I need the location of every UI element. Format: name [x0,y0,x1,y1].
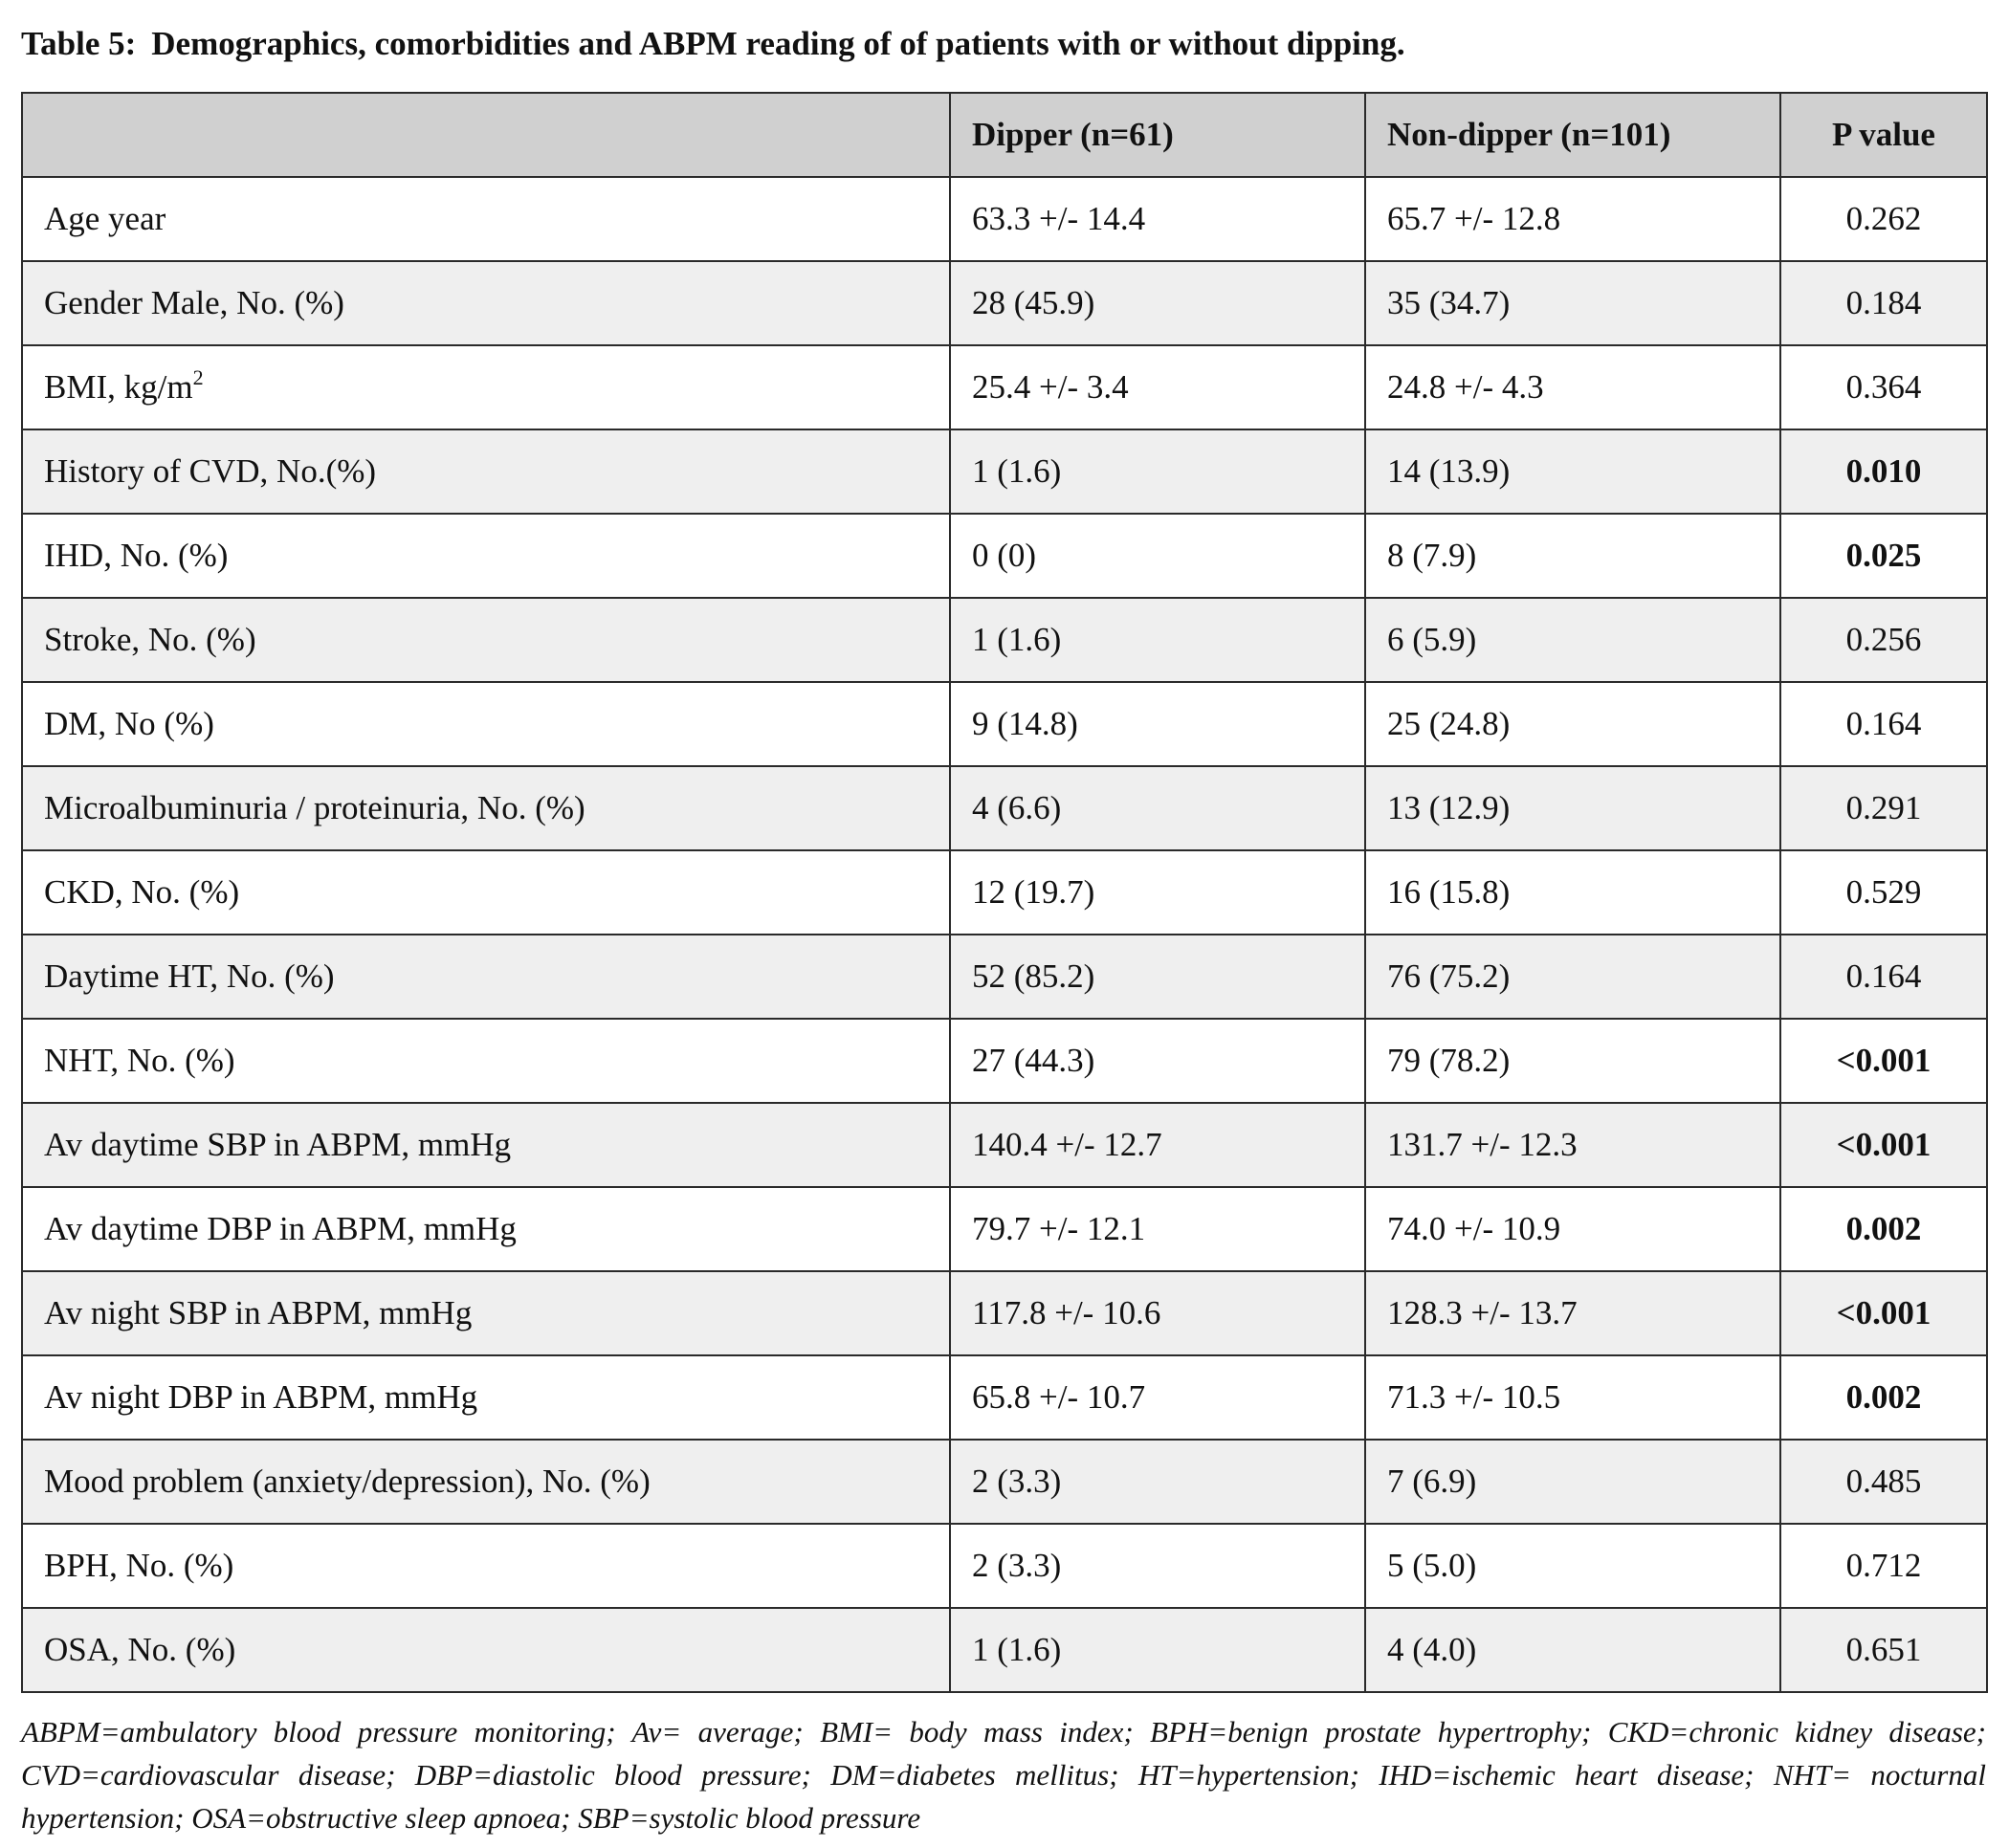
table-row [22,1271,1987,1355]
row-label [22,1608,950,1692]
row-label [22,1019,950,1103]
table-row [22,1440,1987,1524]
non-dipper-value: 25 (24.8) [1365,682,1780,766]
row-label [22,850,950,935]
dipper-value: 12 (19.7) [950,850,1365,935]
row-label-text: Daytime HT, No. (%) [44,957,335,995]
p-value: 0.529 [1780,850,1987,935]
table-caption [21,25,1405,63]
row-label-text: Mood problem (anxiety/depression), No. (%) [44,1463,651,1500]
table-row [22,177,1987,261]
row-label-text: CKD, No. (%) [44,873,240,911]
header-non-dipper: Non-dipper (n=101) [1365,93,1780,177]
dipper-value: 28 (45.9) [950,261,1365,345]
p-value: <0.001 [1780,1103,1987,1187]
row-label [22,766,950,850]
dipper-value: 25.4 +/- 3.4 [950,345,1365,429]
header-dipper: Dipper (n=61) [950,93,1365,177]
dipper-value: 52 (85.2) [950,935,1365,1019]
table-row [22,429,1987,514]
dipper-value: 9 (14.8) [950,682,1365,766]
p-value: 0.010 [1780,429,1987,514]
row-label-text: OSA, No. (%) [44,1631,236,1668]
non-dipper-value: 131.7 +/- 12.3 [1365,1103,1780,1187]
header-p-value: P value [1780,93,1987,177]
row-label [22,429,950,514]
row-label-text: Gender Male, No. (%) [44,284,344,321]
row-label-text: NHT, No. (%) [44,1042,235,1079]
table-row [22,345,1987,429]
p-value: 0.262 [1780,177,1987,261]
p-value: 0.002 [1780,1355,1987,1440]
table-header-row [22,93,1987,177]
p-value: 0.025 [1780,514,1987,598]
row-label [22,598,950,682]
table-row [22,1355,1987,1440]
table-body [22,177,1987,1692]
table-row [22,935,1987,1019]
table-row [22,1103,1987,1187]
p-value: 0.256 [1780,598,1987,682]
p-value: 0.651 [1780,1608,1987,1692]
non-dipper-value: 5 (5.0) [1365,1524,1780,1608]
p-value: 0.164 [1780,935,1987,1019]
table-caption-label: Table 5: [21,25,137,62]
dipper-value: 2 (3.3) [950,1440,1365,1524]
row-label-text: History of CVD, No.(%) [44,452,377,490]
non-dipper-value: 14 (13.9) [1365,429,1780,514]
p-value: 0.002 [1780,1187,1987,1271]
table-row [22,261,1987,345]
row-label [22,177,950,261]
p-value: 0.164 [1780,682,1987,766]
dipper-value: 27 (44.3) [950,1019,1365,1103]
row-label [22,1271,950,1355]
dipper-value: 2 (3.3) [950,1524,1365,1608]
table-row [22,1019,1987,1103]
dipper-value: 65.8 +/- 10.7 [950,1355,1365,1440]
table-row [22,682,1987,766]
row-label-text: IHD, No. (%) [44,537,229,574]
row-label-text: DM, No (%) [44,705,214,742]
non-dipper-value: 128.3 +/- 13.7 [1365,1271,1780,1355]
row-label-text: Age year [44,200,166,237]
p-value: 0.364 [1780,345,1987,429]
dipper-value: 79.7 +/- 12.1 [950,1187,1365,1271]
non-dipper-value: 16 (15.8) [1365,850,1780,935]
row-label [22,345,950,429]
non-dipper-value: 7 (6.9) [1365,1440,1780,1524]
row-label [22,1103,950,1187]
p-value: 0.485 [1780,1440,1987,1524]
row-label [22,1187,950,1271]
non-dipper-value: 24.8 +/- 4.3 [1365,345,1780,429]
table-row [22,514,1987,598]
dipper-value: 0 (0) [950,514,1365,598]
table-row [22,1608,1987,1692]
p-value: <0.001 [1780,1019,1987,1103]
table-row [22,766,1987,850]
row-label-text: BMI, kg/m [44,368,193,406]
row-label-text: Microalbuminuria / proteinuria, No. (%) [44,789,585,826]
row-label [22,1440,950,1524]
demographics-table [21,92,1988,1693]
table-row [22,598,1987,682]
row-label [22,935,950,1019]
header-empty-cell [22,93,950,177]
non-dipper-value: 74.0 +/- 10.9 [1365,1187,1780,1271]
non-dipper-value: 4 (4.0) [1365,1608,1780,1692]
dipper-value: 63.3 +/- 14.4 [950,177,1365,261]
row-label-text: BPH, No. (%) [44,1547,234,1584]
non-dipper-value: 35 (34.7) [1365,261,1780,345]
dipper-value: 140.4 +/- 12.7 [950,1103,1365,1187]
row-label-text: Av daytime DBP in ABPM, mmHg [44,1210,517,1247]
table-caption-text: Demographics, comorbidities and ABPM reading of of patients with or without dipping. [151,25,1405,62]
table-footnote: ABPM=ambulatory blood pressure monitoring; Av= average; BMI= body mass index; BPH=benign prostate hypertrophy; CKD=chronic kidney disease; CVD=cardiovascular disease; DBP=diastolic blood pressure; DM=diabetes mellitus; HT=hypertension; IHD=ischemic heart disease; NHT= nocturnal hypertension; OSA=obstructive sleep apnoea; SBP=systolic blood pressure [21,1715,1986,1835]
row-label-text: Stroke, No. (%) [44,621,256,658]
row-label [22,1524,950,1608]
p-value: <0.001 [1780,1271,1987,1355]
dipper-value: 1 (1.6) [950,598,1365,682]
table-row [22,1524,1987,1608]
p-value: 0.291 [1780,766,1987,850]
row-label-text: Av night SBP in ABPM, mmHg [44,1294,473,1331]
row-label-text: Av daytime SBP in ABPM, mmHg [44,1126,512,1163]
dipper-value: 4 (6.6) [950,766,1365,850]
table-row [22,850,1987,935]
non-dipper-value: 13 (12.9) [1365,766,1780,850]
dipper-value: 117.8 +/- 10.6 [950,1271,1365,1355]
row-label-text: Av night DBP in ABPM, mmHg [44,1378,478,1416]
non-dipper-value: 6 (5.9) [1365,598,1780,682]
row-label [22,261,950,345]
table-row [22,1187,1987,1271]
p-value: 0.712 [1780,1524,1987,1608]
dipper-value: 1 (1.6) [950,429,1365,514]
row-label-superscript: 2 [192,365,204,389]
row-label [22,1355,950,1440]
row-label [22,514,950,598]
dipper-value: 1 (1.6) [950,1608,1365,1692]
non-dipper-value: 71.3 +/- 10.5 [1365,1355,1780,1440]
row-label [22,682,950,766]
non-dipper-value: 65.7 +/- 12.8 [1365,177,1780,261]
p-value: 0.184 [1780,261,1987,345]
non-dipper-value: 8 (7.9) [1365,514,1780,598]
non-dipper-value: 76 (75.2) [1365,935,1780,1019]
non-dipper-value: 79 (78.2) [1365,1019,1780,1103]
